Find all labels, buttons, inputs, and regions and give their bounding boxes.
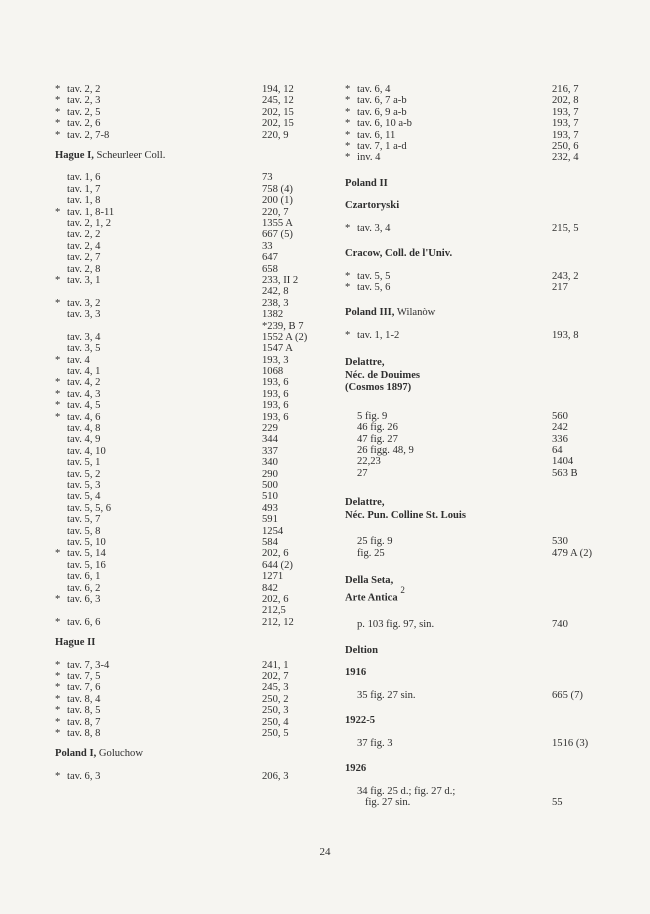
- plate-reference: tav. 5, 1: [67, 457, 101, 469]
- index-entry: [345, 107, 615, 118]
- catalogue-number: 290: [262, 468, 278, 480]
- catalogue-number: 563 B: [552, 467, 578, 479]
- catalogue-number: 250, 2: [262, 693, 289, 705]
- catalogue-number: 193, 8: [552, 329, 579, 341]
- section-heading: Cracow, Coll. de l'Univ.: [345, 248, 453, 260]
- index-entry: [55, 526, 325, 537]
- catalogue-number: 206, 3: [262, 770, 289, 782]
- entry-list: [345, 532, 615, 559]
- index-entry: [345, 330, 615, 341]
- catalogue-number: 644 (2): [262, 559, 293, 571]
- catalogue-number: 33: [262, 240, 273, 252]
- catalogue-number: 212,5: [262, 605, 286, 617]
- plate-reference: tav. 4, 6: [67, 411, 101, 423]
- plate-reference: tav. 2, 5: [67, 106, 101, 118]
- index-entry: [345, 690, 615, 701]
- entry-list: [55, 172, 325, 628]
- plate-reference: tav. 5, 2: [67, 468, 101, 480]
- catalogue-number: 193, 6: [262, 388, 289, 400]
- asterisk-marker: *: [55, 129, 61, 141]
- asterisk-marker: *: [55, 682, 61, 694]
- catalogue-number: 510: [262, 491, 278, 503]
- catalogue-number: 215, 5: [552, 222, 579, 234]
- asterisk-marker: *: [55, 95, 61, 107]
- index-entry: [55, 571, 325, 582]
- plate-reference: tav. 3, 2: [67, 297, 101, 309]
- index-entry: [345, 422, 615, 433]
- section-heading: Deltion: [345, 644, 378, 656]
- index-entry: [55, 457, 325, 468]
- plate-reference: tav. 3, 5: [67, 343, 101, 355]
- plate-reference: tav. 5, 6: [357, 282, 391, 294]
- index-entry: [55, 412, 325, 423]
- entry-list: [345, 405, 615, 479]
- plate-reference: tav. 5, 5: [357, 270, 391, 282]
- index-entry: [55, 195, 325, 206]
- plate-reference: tav. 1, 7: [67, 183, 101, 195]
- plate-reference: tav. 5, 5, 6: [67, 502, 112, 514]
- plate-reference: tav. 6, 7 a-b: [357, 95, 407, 107]
- catalogue-number: 202, 7: [262, 670, 289, 682]
- plate-reference: tav. 6, 2: [67, 582, 101, 594]
- catalogue-number: 1254: [262, 525, 284, 537]
- asterisk-marker: *: [55, 388, 61, 400]
- index-entry: [55, 446, 325, 457]
- plate-reference: tav. 7, 6: [67, 682, 101, 694]
- plate-reference: tav. 4, 8: [67, 423, 101, 435]
- asterisk-marker: *: [345, 118, 351, 130]
- index-entry: [55, 95, 325, 106]
- index-entry: [55, 389, 325, 400]
- asterisk-marker: *: [345, 270, 351, 282]
- plate-reference: tav. 7, 3-4: [67, 659, 110, 671]
- catalogue-number: 740: [552, 619, 568, 631]
- section-heading: Delattre, Néc. Pun. Colline St. Louis: [345, 497, 466, 521]
- index-entry: [345, 141, 615, 152]
- plate-reference: tav. 5, 8: [67, 525, 101, 537]
- asterisk-marker: *: [345, 95, 351, 107]
- asterisk-marker: *: [55, 106, 61, 118]
- plate-reference: inv. 4: [357, 152, 381, 164]
- catalogue-number: 245, 12: [262, 95, 294, 107]
- plate-reference: tav. 8, 5: [67, 705, 101, 717]
- plate-reference: tav. 6, 9 a-b: [357, 106, 407, 118]
- plate-reference: tav. 2, 7-8: [67, 129, 110, 141]
- plate-reference: tav. 8, 8: [67, 727, 101, 739]
- asterisk-marker: *: [55, 659, 61, 671]
- plate-reference: 5 fig. 9: [357, 410, 388, 422]
- index-entry: [55, 560, 325, 571]
- index-entry: [55, 694, 325, 705]
- index-entry: [345, 118, 615, 129]
- catalogue-number: 229: [262, 423, 278, 435]
- plate-reference: 34 fig. 25 d.; fig. 27 d.;: [357, 785, 456, 797]
- catalogue-number: 193, 7: [552, 106, 579, 118]
- index-entry: [55, 130, 325, 141]
- catalogue-number: 500: [262, 480, 278, 491]
- catalogue-number: 233, II 2: [262, 274, 299, 286]
- index-entry: [345, 456, 615, 467]
- index-entry: [55, 434, 325, 445]
- entry-list: [55, 660, 325, 740]
- asterisk-marker: *: [55, 377, 61, 389]
- catalogue-number: 242, 8: [262, 286, 289, 298]
- asterisk-marker: *: [345, 140, 351, 152]
- catalogue-number: 250, 4: [262, 716, 289, 728]
- plate-reference: 22,23: [357, 456, 381, 468]
- index-entry: [345, 548, 615, 559]
- plate-reference: 35 fig. 27 sin.: [357, 689, 416, 701]
- index-entry: [55, 682, 325, 693]
- index-entry: [55, 660, 325, 671]
- section-heading: Czartoryski: [345, 200, 400, 212]
- index-entry: [55, 332, 325, 343]
- index-entry: [55, 705, 325, 716]
- catalogue-number: 1068: [262, 366, 284, 378]
- asterisk-marker: *: [55, 727, 61, 739]
- index-entry: [345, 84, 615, 95]
- catalogue-number: 250, 3: [262, 705, 289, 717]
- plate-reference: tav. 8, 7: [67, 716, 101, 728]
- plate-reference: tav. 6, 10 a-b: [357, 118, 412, 130]
- plate-reference: tav. 1, 8-11: [67, 206, 115, 218]
- index-entry: [55, 298, 325, 309]
- plate-reference: tav. 5, 16: [67, 559, 106, 571]
- catalogue-number: 220, 9: [262, 129, 289, 141]
- catalogue-number: 1547 A: [262, 343, 293, 355]
- index-entry: [55, 321, 325, 332]
- plate-reference: tav. 3, 4: [67, 331, 101, 343]
- plate-reference: tav. 6, 1: [67, 571, 101, 583]
- plate-reference: 27: [357, 467, 368, 479]
- index-entry: [345, 130, 615, 141]
- section-heading: Della Seta, Arte Antica $^2$: [345, 574, 405, 604]
- asterisk-marker: *: [55, 548, 61, 560]
- index-entry: [55, 548, 325, 559]
- index-entry: [55, 728, 325, 739]
- index-entry: [55, 491, 325, 502]
- catalogue-number: 193, 6: [262, 377, 289, 389]
- asterisk-marker: *: [55, 84, 61, 95]
- catalogue-number: 194, 12: [262, 84, 294, 95]
- section-heading: Delattre, Néc. de Douimes (Cosmos 1897): [345, 357, 421, 394]
- index-entry: [55, 107, 325, 118]
- catalogue-number: 560: [552, 410, 568, 422]
- catalogue-number: 1516 (3): [552, 737, 589, 749]
- asterisk-marker: *: [55, 705, 61, 717]
- catalogue-number: 591: [262, 514, 278, 526]
- index-entry: [55, 207, 325, 218]
- asterisk-marker: *: [345, 84, 351, 95]
- plate-reference: tav. 6, 6: [67, 616, 101, 628]
- index-entry: [345, 445, 615, 456]
- plate-reference: tav. 3, 3: [67, 309, 101, 321]
- section-heading: 1926: [345, 763, 367, 775]
- catalogue-number: 493: [262, 502, 278, 514]
- plate-reference: tav. 8, 4: [67, 693, 101, 705]
- plate-reference: tav. 2, 7: [67, 252, 101, 264]
- catalogue-number: 217: [552, 282, 568, 294]
- plate-reference: tav. 2, 1, 2: [67, 218, 112, 230]
- plate-reference: tav. 2, 8: [67, 263, 101, 275]
- plate-reference: tav. 4, 3: [67, 388, 101, 400]
- index-entry: [55, 286, 325, 297]
- plate-reference: tav. 7, 5: [67, 670, 101, 682]
- index-entry: [55, 366, 325, 377]
- plate-reference: tav. 5, 3: [67, 480, 101, 491]
- index-entry: [345, 468, 615, 479]
- catalogue-number: *239, B 7: [262, 320, 304, 332]
- asterisk-marker: *: [55, 400, 61, 412]
- catalogue-number: 1271: [262, 571, 284, 583]
- plate-reference: tav. 4: [67, 354, 90, 366]
- index-entry: [55, 118, 325, 129]
- asterisk-marker: *: [55, 670, 61, 682]
- catalogue-number: 250, 5: [262, 727, 289, 739]
- index-entry: [345, 619, 615, 630]
- plate-reference: tav. 4, 10: [67, 445, 106, 457]
- page-number: 24: [319, 846, 331, 858]
- asterisk-marker: *: [55, 411, 61, 423]
- entry-list: [345, 786, 615, 809]
- index-entry: [55, 771, 325, 782]
- catalogue-number: 202, 8: [552, 95, 579, 107]
- plate-reference: tav. 2, 2: [67, 229, 101, 241]
- index-entry: [55, 423, 325, 434]
- catalogue-number: 202, 6: [262, 548, 289, 560]
- asterisk-marker: *: [55, 297, 61, 309]
- plate-reference: tav. 6, 4: [357, 84, 391, 95]
- catalogue-number: 479 A (2): [552, 547, 593, 559]
- catalogue-number: 530: [552, 536, 568, 548]
- plate-reference: tav. 5, 10: [67, 536, 106, 548]
- plate-reference: 47 fig. 27: [357, 433, 398, 445]
- plate-reference: tav. 5, 7: [67, 514, 101, 526]
- catalogue-number: 220, 7: [262, 206, 289, 218]
- catalogue-number: 193, 7: [552, 118, 579, 130]
- index-entry: [55, 343, 325, 354]
- catalogue-number: 758 (4): [262, 183, 293, 195]
- index-entry: [345, 95, 615, 106]
- plate-reference: p. 103 fig. 97, sin.: [357, 619, 435, 631]
- asterisk-marker: *: [345, 222, 351, 234]
- catalogue-number: 202, 6: [262, 593, 289, 605]
- index-entry: [55, 309, 325, 320]
- plate-reference: tav. 1, 1-2: [357, 329, 400, 341]
- entry-list: [345, 84, 615, 164]
- index-entry: [345, 738, 615, 749]
- index-entry: [55, 480, 325, 491]
- catalogue-number: 336: [552, 433, 568, 445]
- index-entry: [55, 252, 325, 263]
- asterisk-marker: *: [345, 129, 351, 141]
- catalogue-number: 667 (5): [262, 229, 293, 241]
- index-entry: [345, 536, 615, 547]
- plate-reference: fig. 25: [357, 547, 385, 559]
- asterisk-marker: *: [55, 593, 61, 605]
- plate-reference: 46 fig. 26: [357, 422, 398, 434]
- entry-list: [55, 771, 325, 782]
- entry-list: [345, 223, 615, 234]
- plate-reference: tav. 4, 1: [67, 366, 101, 378]
- right-column: [345, 84, 615, 808]
- asterisk-marker: *: [345, 329, 351, 341]
- catalogue-number: 55: [552, 797, 563, 809]
- plate-reference: tav. 6, 3: [67, 770, 101, 782]
- catalogue-number: 242: [552, 422, 568, 434]
- catalogue-number: 1552 A (2): [262, 331, 308, 343]
- plate-reference: tav. 2, 3: [67, 95, 101, 107]
- entry-list: [345, 615, 615, 630]
- index-entry: [55, 671, 325, 682]
- entry-list: [345, 271, 615, 294]
- index-entry: [55, 229, 325, 240]
- plate-reference: tav. 4, 9: [67, 434, 101, 446]
- index-entry: [55, 400, 325, 411]
- catalogue-number: 344: [262, 434, 278, 446]
- index-entry: [345, 152, 615, 163]
- index-entry: [345, 797, 615, 808]
- catalogue-number: 193, 3: [262, 354, 289, 366]
- plate-reference: tav. 3, 1: [67, 274, 101, 286]
- catalogue-number: 202, 15: [262, 118, 294, 130]
- asterisk-marker: *: [345, 152, 351, 164]
- catalogue-number: 1355 A: [262, 218, 293, 230]
- catalogue-number: 665 (7): [552, 689, 583, 701]
- entry-list: [345, 690, 615, 701]
- index-entry: [55, 275, 325, 286]
- plate-reference: tav. 6, 3: [67, 593, 101, 605]
- catalogue-number: 1404: [552, 456, 574, 468]
- plate-reference: fig. 27 sin.: [357, 797, 411, 809]
- catalogue-number: 193, 7: [552, 129, 579, 141]
- asterisk-marker: *: [55, 770, 61, 782]
- left-column: [55, 84, 325, 782]
- index-entry: [345, 223, 615, 234]
- plate-reference: tav. 4, 2: [67, 377, 101, 389]
- index-entry: [55, 537, 325, 548]
- plate-reference: 25 fig. 9: [357, 536, 393, 548]
- catalogue-number: 216, 7: [552, 84, 579, 95]
- index-entry: [55, 264, 325, 275]
- asterisk-marker: *: [55, 693, 61, 705]
- catalogue-number: 64: [552, 444, 563, 456]
- index-entry: [55, 184, 325, 195]
- plate-reference: tav. 2, 2: [67, 84, 101, 95]
- index-entry: [55, 377, 325, 388]
- catalogue-number: 193, 6: [262, 400, 289, 412]
- asterisk-marker: *: [55, 716, 61, 728]
- index-entry: [55, 355, 325, 366]
- plate-reference: tav. 6, 11: [357, 129, 396, 141]
- section-heading: Poland I, Goluchow: [55, 748, 144, 760]
- entry-list: [345, 738, 615, 749]
- catalogue-number: 658: [262, 263, 278, 275]
- catalogue-number: 250, 6: [552, 140, 579, 152]
- plate-reference: tav. 5, 14: [67, 548, 106, 560]
- entry-list: [345, 330, 615, 341]
- asterisk-marker: *: [55, 206, 61, 218]
- catalogue-number: 193, 6: [262, 411, 289, 423]
- index-entry: [345, 411, 615, 422]
- index-entry: [345, 282, 615, 293]
- plate-reference: tav. 1, 6: [67, 172, 101, 184]
- index-entry: [55, 514, 325, 525]
- index-entry: [55, 172, 325, 183]
- catalogue-number: 202, 15: [262, 106, 294, 118]
- index-entry: [55, 717, 325, 728]
- plate-reference: tav. 4, 5: [67, 400, 101, 412]
- catalogue-number: 647: [262, 252, 278, 264]
- catalogue-number: 340: [262, 457, 278, 469]
- plate-reference: tav. 3, 4: [357, 222, 391, 234]
- plate-reference: tav. 2, 6: [67, 118, 101, 130]
- plate-reference: 26 figg. 48, 9: [357, 444, 414, 456]
- catalogue-number: 241, 1: [262, 659, 289, 671]
- section-heading: Hague I, Scheurleer Coll.: [55, 149, 166, 161]
- catalogue-number: 73: [262, 172, 273, 184]
- section-heading: 1922-5: [345, 715, 376, 727]
- catalogue-number: 584: [262, 536, 278, 548]
- asterisk-marker: *: [345, 282, 351, 294]
- index-entry: [55, 605, 325, 616]
- index-entry: [55, 503, 325, 514]
- catalogue-number: 200 (1): [262, 195, 293, 207]
- index-entry: [55, 218, 325, 229]
- asterisk-marker: *: [345, 106, 351, 118]
- asterisk-marker: *: [55, 616, 61, 628]
- index-entry: [55, 84, 325, 95]
- index-entry: [55, 583, 325, 594]
- section-heading: 1916: [345, 667, 367, 679]
- catalogue-number: 337: [262, 445, 278, 457]
- catalogue-number: 212, 12: [262, 616, 294, 628]
- catalogue-number: 842: [262, 582, 278, 594]
- catalogue-number: 232, 4: [552, 152, 579, 164]
- plate-reference: tav. 5, 4: [67, 491, 101, 503]
- asterisk-marker: *: [55, 274, 61, 286]
- section-heading: Poland II: [345, 177, 388, 189]
- catalogue-number: 245, 3: [262, 682, 289, 694]
- plate-reference: tav. 7, 1 a-d: [357, 140, 407, 152]
- catalogue-number: 1382: [262, 309, 284, 321]
- plate-reference: tav. 2, 4: [67, 240, 101, 252]
- asterisk-marker: *: [55, 354, 61, 366]
- index-entry: [55, 594, 325, 605]
- section-heading: Poland III, Wilanòw: [345, 307, 436, 319]
- index-entry: [345, 271, 615, 282]
- catalogue-number: 243, 2: [552, 270, 579, 282]
- plate-reference: 37 fig. 3: [357, 737, 393, 749]
- plate-reference: tav. 1, 8: [67, 195, 101, 207]
- index-entry: [345, 786, 615, 797]
- index-entry: [55, 617, 325, 628]
- index-entry: [345, 434, 615, 445]
- index-entry: [55, 241, 325, 252]
- section-heading: Hague II: [55, 637, 96, 649]
- catalogue-number: 238, 3: [262, 297, 289, 309]
- index-entry: [55, 469, 325, 480]
- entry-list: [55, 84, 325, 141]
- asterisk-marker: *: [55, 118, 61, 130]
